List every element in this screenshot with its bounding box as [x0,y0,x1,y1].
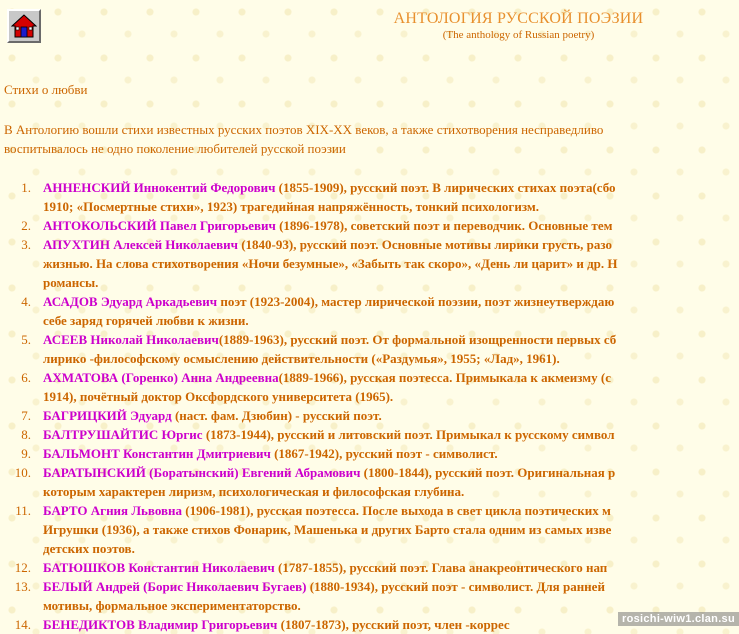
section-heading: Стихи о любви [4,82,88,97]
poet-link[interactable]: БАРТО Агния Львовна [43,503,183,518]
poet-line [43,406,739,425]
poet-bio: поэт (1923-2004), мастер лирической поэзии, поэт жизнеутверждаю [217,294,615,309]
poet-bio: (1889-1966), русская поэтесса. Примыкала к акмеизму (с [278,370,612,385]
list-number: 2. [21,218,31,233]
poet-bio: (1896-1978), советский поэт и переводчик. Основные тем [275,218,613,233]
poet-list-item [0,330,739,368]
intro-paragraph [4,120,739,158]
page-title: АНТОЛОГИЯ РУССКОЙ ПОЭЗИИ [393,10,644,27]
page-header [300,9,737,42]
list-number: 14. [14,617,31,632]
poet-link[interactable]: БАРАТЫНСКИЙ (Боратынский) Евгений Абрамович [43,465,361,480]
poet-line [43,558,739,577]
poet-bio: (1840-93), русский поэт. Основные мотивы лирики грусть, разо [237,237,613,252]
poet-list-item [0,501,739,558]
poet-bio: (1889-1963), русский поэт. От формальной изощренности первых сб [218,332,617,347]
poet-link[interactable]: АСЕЕВ Николай Николаевич [43,332,219,347]
poet-line [43,501,739,520]
poet-bio-continued: детских поэтов. [43,541,135,556]
poet-bio: (1800-1844), русский поэт. Оригинальная р [360,465,616,480]
poet-list-item [0,425,739,444]
poet-bio: (1880-1934), русский поэт - символист. Для ранней [306,579,605,594]
poet-link[interactable]: АПУХТИН Алексей Николаевич [43,237,238,252]
list-number: 10. [14,465,31,480]
poet-line [43,216,739,235]
poet-link[interactable]: БАТЮШКОВ Константин Николаевич [43,560,275,575]
list-number: 12. [14,560,31,575]
poet-list-item [0,463,739,501]
poet-link[interactable]: АСАДОВ Эдуард Аркадьевич [43,294,218,309]
poet-bio: (1807-1873), русский поэт, член -коррес [277,617,510,632]
poet-link[interactable]: БЕНЕДИКТОВ Владимир Григорьевич [43,617,278,632]
poet-bio-continued: которым характерен лиризм, психологическая и философская глубина. [43,484,465,499]
poet-line [43,444,739,463]
intro-line: воспитывалось не одно поколение любителей русской поэзии [4,141,346,156]
poet-link[interactable]: АХМАТОВА (Горенко) Анна Андреевна [43,370,279,385]
poet-list-item [0,577,739,615]
list-number: 8. [21,427,31,442]
list-number: 11. [15,503,31,518]
site-watermark: rosichi-wiw1.clan.su [618,612,739,626]
poet-line [43,463,739,482]
page-subtitle: (The anthology of Russian poetry) [442,29,595,41]
poet-bio: (1867-1942), русский поэт - символист. [270,446,498,461]
list-number: 4. [21,294,31,309]
house-icon [11,13,37,39]
poet-link[interactable]: БАЛТРУШАЙТИС Юргис [43,427,203,442]
list-number: 13. [14,579,31,594]
poet-link[interactable]: БЕЛЫЙ Андрей (Борис Николаевич Бугаев) [43,579,307,594]
list-number: 3. [21,237,31,252]
poet-bio: (1906-1981), русская поэтесса. После выхода в свет цикла поэтических м [182,503,611,518]
poet-list-item [0,216,739,235]
list-number: 6. [21,370,31,385]
list-number: 1. [21,180,31,195]
list-number: 9. [21,446,31,461]
intro-line: В Антологию вошли стихи известных русских поэтов XIX-XX веков, а также стихотворения несправедливо [4,122,604,137]
poet-link[interactable]: БАГРИЦКИЙ Эдуард [43,408,172,423]
poet-line [43,368,739,387]
poet-line [43,292,739,311]
list-number: 7. [21,408,31,423]
poet-list [0,178,739,634]
poet-line [43,235,739,254]
poet-list-item [0,235,739,292]
poet-bio-continued: Игрушки (1936), а также стихов Фонарик, Машенька и других Барто стала одним из самых изве [43,522,612,537]
poet-list-item [0,444,739,463]
home-button[interactable] [7,9,41,43]
poet-bio: (наст. фам. Дзюбин) - русский поэт. [171,408,382,423]
poet-list-item [0,368,739,406]
poet-bio-continued: жизнью. На слова стихотворения «Ночи безумные», «Забыть так скоро», «День ли царит» и др. Н [43,256,618,271]
poet-bio: (1787-1855), русский поэт. Глава анакреонтического нап [274,560,608,575]
poet-bio-continued: 1910; «Посмертные стихи», 1923) трагедийная напряжённость, тонкий психологизм. [43,199,539,214]
poet-link[interactable]: АННЕНСКИЙ Иннокентий Федорович [43,180,276,195]
poet-line [43,178,739,197]
poet-line [43,330,739,349]
poet-bio: (1873-1944), русский и литовский поэт. Примыкал к русскому символ [202,427,615,442]
list-number: 5. [21,332,31,347]
poet-bio-continued: романсы. [43,275,99,290]
poet-bio-continued: лирико -философскому осмыслению действительности («Раздумья», 1955; «Лад», 1961). [43,351,560,366]
poet-link[interactable]: АНТОКОЛЬСКИЙ Павел Григорьевич [43,218,276,233]
poet-link[interactable]: БАЛЬМОНТ Константин Дмитриевич [43,446,271,461]
poet-bio-continued: мотивы, формальное экспериментаторство. [43,598,301,613]
poet-list-item [0,178,739,216]
poet-line [43,577,739,596]
poet-list-item [0,558,739,577]
poet-bio-continued: 1914), почётный доктор Оксфордского университета (1965). [43,389,394,404]
poet-bio-continued: себе заряд горячей любви к жизни. [43,313,249,328]
poet-list-item [0,292,739,330]
poet-list-item [0,406,739,425]
poet-bio: (1855-1909), русский поэт. В лирических стихах поэта(сбо [275,180,616,195]
poet-line [43,425,739,444]
